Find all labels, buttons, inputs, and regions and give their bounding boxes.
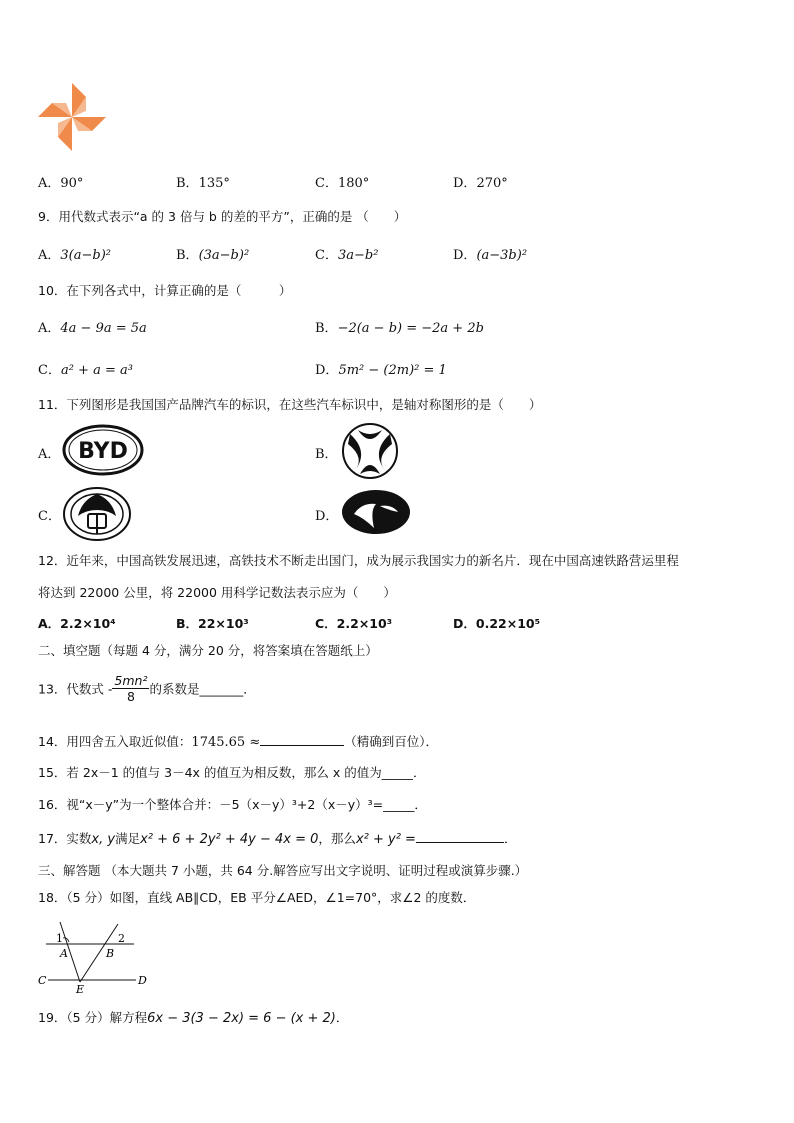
q12-option-b: B．22×10³: [176, 616, 249, 631]
q15: 15．若 2x－1 的值与 3－4x 的值互为相反数，那么 x 的值为_____．: [38, 765, 426, 780]
q10-option-b: B．−2(a − b) = −2a + 2b: [315, 321, 484, 336]
q9-option-a: A．3(a−b)²: [38, 248, 111, 263]
q11-label-b: B．: [315, 447, 338, 462]
svg-text:A: A: [60, 947, 68, 960]
q16: 16．视“x－y”为一个整体合并：－5（x－y）³+2（x－y）³=_____．: [38, 797, 427, 812]
q9-option-d: D．(a−3b)²: [453, 248, 528, 263]
svg-text:C: C: [38, 974, 47, 987]
q9-option-c: C．3a−b²: [315, 248, 379, 263]
svg-text:B: B: [106, 947, 115, 960]
q19: 19．（5 分）解方程6x − 3(3 − 2x) = 6 − (x + 2)．: [38, 1010, 349, 1026]
q13: 13．代数式 - $\frac{\text{5mn²}}{8}$ 的系数是_______．: [38, 673, 256, 704]
q12-option-c: C．2.2×10³: [315, 616, 393, 631]
svg-text:BYD: BYD: [78, 439, 128, 464]
q9-option-b: B．(3a−b)²: [176, 248, 250, 263]
q11-label-c: C．: [38, 509, 61, 524]
q12-option-d: D．0.22×10⁵: [453, 616, 541, 631]
q10-stem: 10．在下列各式中，计算正确的是（ ）: [38, 283, 292, 298]
section3-heading: 三、解答题 （本大题共 7 小题，共 64 分.解答应写出文字说明、证明过程或演算步骤.）: [38, 863, 528, 878]
q17: 17．实数x, y满足x² + 6 + 2y² + 4y − 4x = 0，那么x² + y² = ．: [38, 831, 517, 847]
brilliance-logo-icon: [62, 486, 132, 542]
q11-label-a: A．: [38, 447, 61, 462]
q10-option-a: A．4a − 9a = 5a: [38, 321, 147, 336]
q18-stem: 18．（5 分）如图，直线 AB∥CD，EB 平分∠AED，∠1=70°，求∠2 的度数．: [38, 890, 476, 905]
q8-option-a: A．90°: [38, 176, 84, 191]
q12-stem-line1: 12．近年来，中国高铁发展迅速，高铁技术不断走出国门，成为展示我国实力的新名片．现在中国高速铁路营运里程: [38, 553, 679, 568]
svg-text:D: D: [138, 974, 147, 987]
q11-stem: 11．下列图形是我国国产品牌汽车的标识，在这些汽车标识中，是轴对称图形的是（ ）: [38, 397, 542, 412]
q9-stem: 9．用代数式表示“a 的 3 倍与 b 的差的平方”，正确的是 （ ）: [38, 209, 407, 224]
q8-option-c: C．180°: [315, 176, 370, 191]
byd-logo-icon: [62, 424, 144, 476]
q10-option-d: D．5m² − (2m)² = 1: [315, 363, 447, 378]
q18-geometry-figure: [36, 918, 156, 994]
q13-fraction: $\frac{\text{5mn²}}{8}$: [114, 673, 148, 704]
q10-option-c: C．a² + a = a³: [38, 363, 133, 378]
q8-option-d: D．270°: [453, 176, 508, 191]
q11-label-d: D．: [315, 509, 339, 524]
pinwheel-figure: [36, 82, 108, 152]
svg-text:2: 2: [118, 932, 125, 945]
q14: 14．用四舍五入取近似值：1745.65 ≈ （精确到百位）．: [38, 734, 438, 750]
svg-text:1: 1: [56, 932, 63, 945]
q12-option-a: A．2.2×10⁴: [38, 616, 116, 631]
q8-option-b: B．135°: [176, 176, 230, 191]
q12-stem-line2: 将达到 22000 公里，将 22000 用科学记数法表示应为（ ）: [38, 585, 396, 600]
chery-logo-icon: [340, 488, 412, 536]
dongfeng-logo-icon: [340, 422, 400, 480]
section2-heading: 二、填空题（每题 4 分，满分 20 分，将答案填在答题纸上）: [38, 643, 378, 658]
svg-text:E: E: [76, 983, 85, 994]
